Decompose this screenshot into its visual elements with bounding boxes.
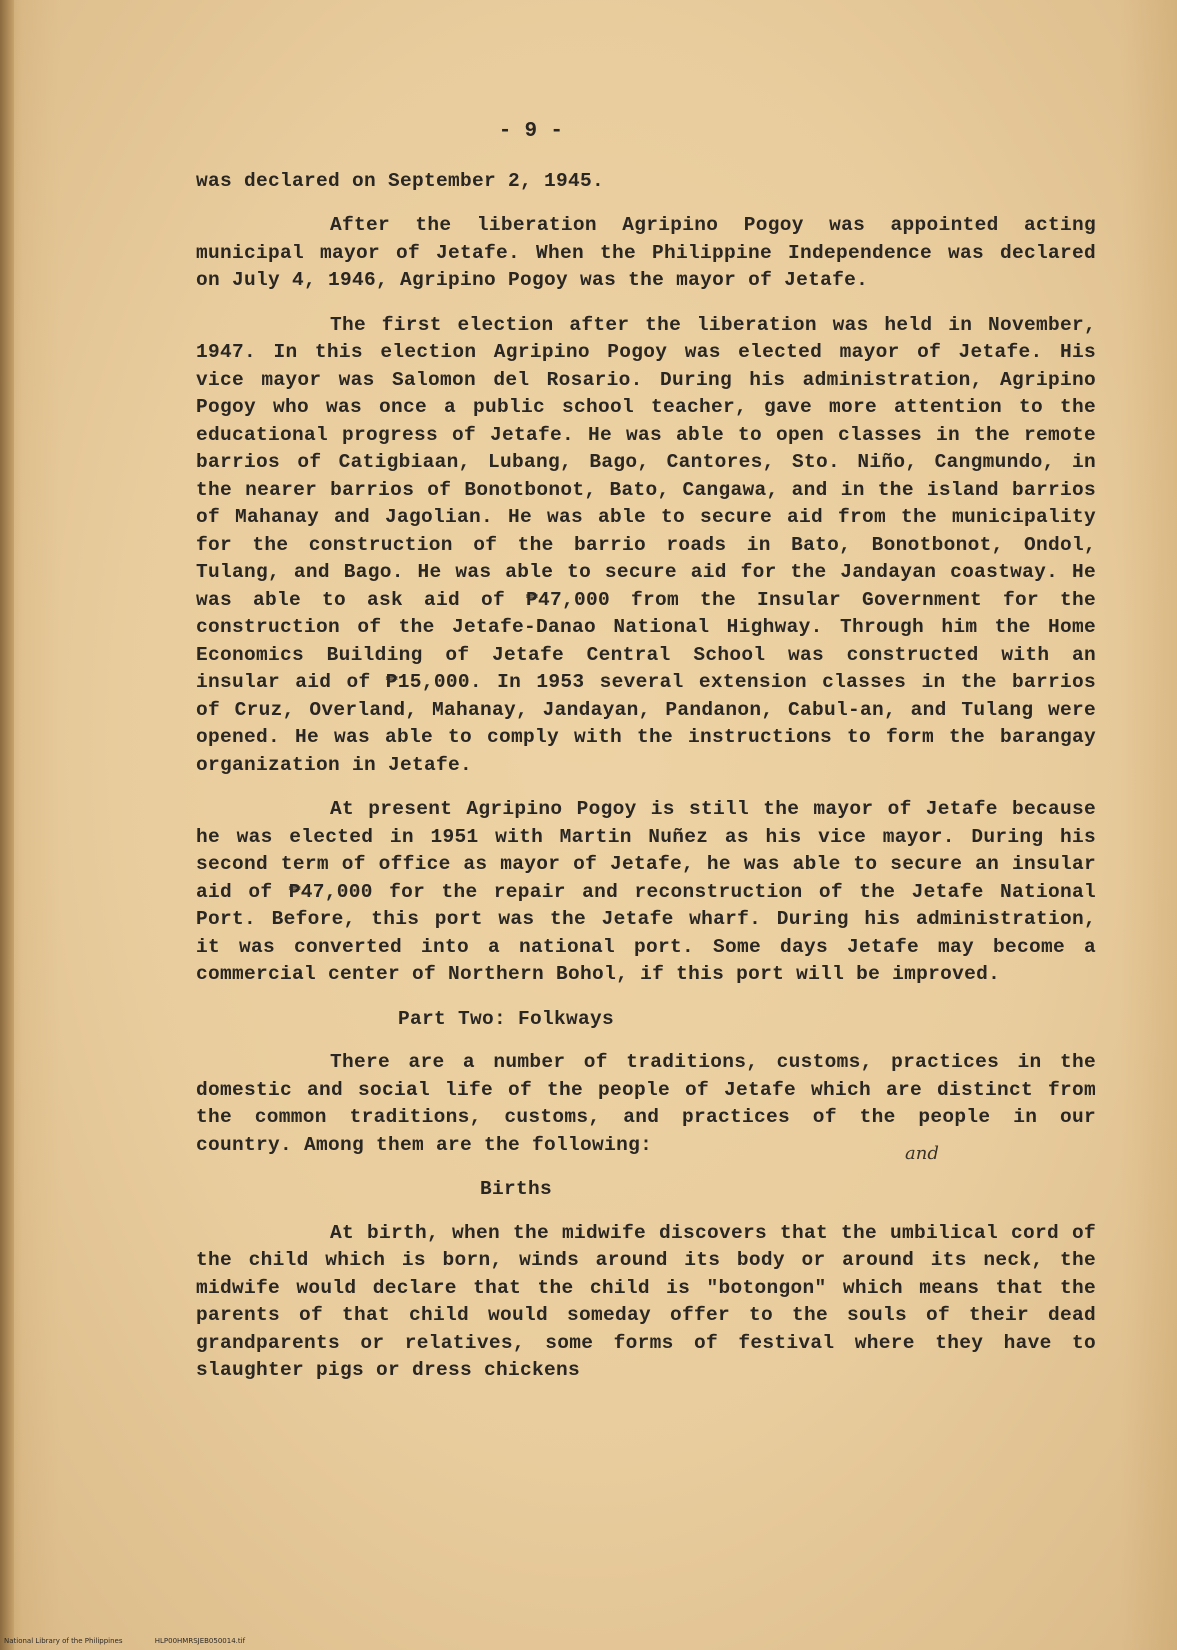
paragraph-declared: was declared on September 2, 1945. bbox=[196, 169, 605, 192]
paragraph-present-mayor: At present Agripino Pogoy is still the mayor of Jetafe because he was elected in 1951 with Martin Nuñez as his vice mayor. During his second term of office as mayor of Jetafe, he was able to secure an insular aid of ₱47,000 for the repair and reconstruction of the Jetafe National Port. Before, this port was the Jetafe wharf. During his administration, it was converted into a national port. Some days Jetafe may become a commercial center of Northern Bohol, if this port will be improved. bbox=[196, 798, 1096, 985]
page-number: - 9 - bbox=[498, 120, 564, 143]
binding-gutter bbox=[0, 0, 14, 1650]
footer-library: National Library of the Philippines bbox=[4, 1637, 123, 1645]
handwritten-annotation: and bbox=[905, 1143, 939, 1164]
typed-text-body bbox=[196, 118, 1096, 1402]
paragraph-births: At birth, when the midwife discovers that the umbilical cord of the child which is born, winds around its body or around its neck, the midwife would declare that the child is "botongon" which means that the parents of that child would someday offer to the souls of their dead grandparents or relatives, some forms of festival where they have to slaughter pigs or dress chickens bbox=[196, 1221, 1096, 1381]
paragraph-first-election: The first election after the liberation was held in November, 1947. In this election Agripino Pogoy was elected mayor of Jetafe. His vice mayor was Salomon del Rosario. During his administration, Agripino Pogoy who was once a public school teacher, gave more attention to the educational progress of Jetafe. He was able to open classes in the remote barrios of Catigbiaan, Lubang, Bago, Cantores, Sto. Niño, Cangmundo, in the nearer barrios of Bonotbonot, Bato, Cangawa, and in the island barrios of Mahanay and Jagolian. He was able to secure aid from the municipality for the construction of the barrio roads in Bato, Bonotbonot, Ondol, Tulang, and Bago. He was able to secure aid for the Jandayan coastway. He was able to ask aid of ₱47,000 from the Insular Government for the construction of the Jetafe-Danao National Highway. Through him the Home Economics Building of Jetafe Central School was constructed with an insular aid of ₱15,000. In 1953 several extension classes in the barrios of Cruz, Overland, Mahanay, Jandayan, Pandanon, Cabul-an, and Tulang were opened. He was able to comply with the instructions to form the barangay organization in Jetafe. bbox=[196, 313, 1096, 776]
paragraph-traditions: There are a number of traditions, customs, practices in the domestic and social life of the people of Jetafe which are distinct from the common traditions, customs, and practices of the people in our country. Among them are the following: bbox=[196, 1051, 1096, 1156]
heading-part-two: Part Two: Folkways bbox=[397, 1007, 615, 1030]
heading-births: Births bbox=[479, 1178, 552, 1200]
scan-footer bbox=[4, 1637, 275, 1645]
footer-file: HLP00HMRSJEB050014.tif bbox=[154, 1637, 246, 1645]
paragraph-liberation: After the liberation Agripino Pogoy was appointed acting municipal mayor of Jetafe. When the Philippine Independence was declared on July 4, 1946, Agripino Pogoy was the mayor of Jetafe. bbox=[196, 214, 1096, 291]
